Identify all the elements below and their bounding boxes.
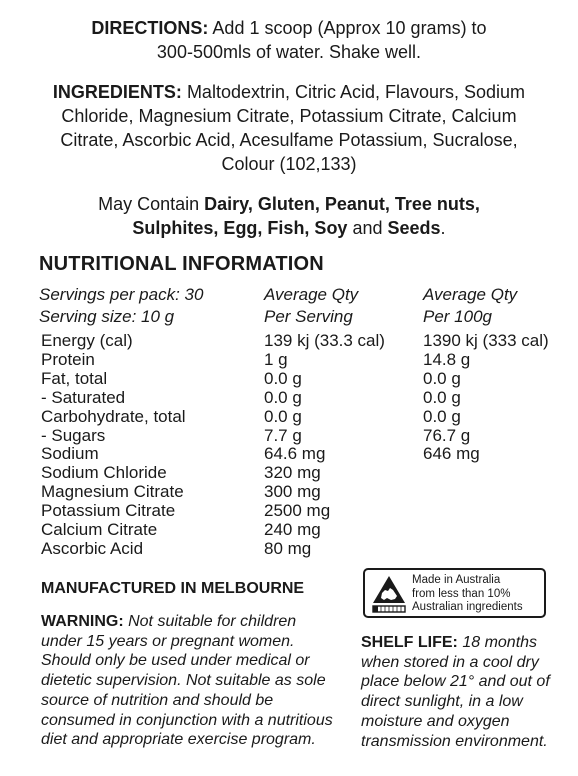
per-serving-value: 139 kj (33.3 cal) [264, 331, 385, 350]
origin-text-1: Made in Australia [412, 574, 501, 586]
per-serving-header [264, 284, 358, 328]
warning-label: WARNING: [41, 613, 124, 630]
warning-text: Not suitable for children [123, 613, 297, 630]
directions-section [0, 16, 578, 64]
per-serving-value: 320 mg [264, 463, 321, 483]
nutrient-name: Carbohydrate, total [41, 406, 186, 426]
directions-text-1: Add 1 scoop (Approx 10 grams) to [208, 18, 487, 38]
per-100g-column [423, 332, 549, 464]
per-serving-value: 0.0 g [264, 387, 302, 407]
per-100g-header-2: Per 100g [423, 307, 492, 326]
nutrient-name: Protein [41, 349, 95, 369]
nutrient-name: Energy (cal) [41, 331, 133, 350]
ingredients-label: INGREDIENTS: [52, 82, 182, 102]
origin-text-2: from less than 10% [412, 587, 511, 600]
per-serving-value: 2500 mg [264, 501, 331, 521]
warning-text: dietetic supervision. Not suitable as sole [41, 672, 326, 690]
per-serving-header-2: Per Serving [264, 307, 353, 326]
per-100g-value: 0.0 g [423, 368, 461, 388]
per-serving-value: 1 g [264, 349, 288, 369]
servings-header [39, 284, 203, 328]
warning-text: under 15 years or pregnant women. [41, 632, 295, 650]
shelf-life-text: direct sunlight, in a low [361, 693, 523, 711]
serving-size: Serving size: 10 g [39, 307, 175, 326]
nutrient-name: - Sugars [41, 425, 106, 445]
nutrient-name-column [41, 332, 186, 559]
allergen-last: Seeds [387, 218, 441, 238]
per-100g-value: 14.8 g [423, 349, 471, 369]
ingredients-text-1: Maltodextrin, Citric Acid, Flavours, Sodium [181, 82, 526, 102]
allergen-intro: May Contain [98, 194, 205, 214]
warning-text: diet and appropriate exercise program. [41, 731, 316, 749]
nutrient-name: - Saturated [41, 387, 126, 407]
allergen-list-1: Dairy, Gluten, Peanut, Tree nuts, [204, 194, 480, 214]
shelf-life-label: SHELF LIFE: [361, 634, 458, 651]
shelf-life-text: transmission environment. [361, 732, 548, 750]
directions-label: DIRECTIONS: [91, 18, 209, 38]
per-serving-value: 80 mg [264, 538, 312, 558]
nutrient-name: Calcium Citrate [41, 520, 158, 540]
nutrient-name: Sodium Chloride [41, 463, 167, 483]
shelf-life-text: place below 21° and out of [361, 673, 550, 691]
country-of-origin-label [363, 568, 546, 618]
servings-per-pack: Servings per pack: 30 [39, 285, 204, 304]
per-serving-value: 7.7 g [264, 425, 302, 445]
warning-text: consumed in conjunction with a nutritious [41, 711, 333, 729]
nutrition-title: NUTRITIONAL INFORMATION [39, 253, 324, 275]
origin-text [412, 574, 523, 615]
per-100g-header-1: Average Qty [423, 285, 518, 304]
warning-text: source of nutrition and should be [41, 691, 274, 709]
per-serving-header-1: Average Qty [264, 285, 359, 304]
shelf-life-section [361, 633, 561, 751]
australia-triangle-icon [371, 574, 407, 614]
nutrient-name: Magnesium Citrate [41, 482, 184, 502]
ingredients-section [0, 80, 578, 176]
nutrient-name: Fat, total [41, 368, 108, 388]
shelf-life-text: moisture and oxygen [361, 712, 510, 730]
ingredients-text-4: Colour (102,133) [221, 154, 357, 174]
ingredients-text-2: Chloride, Magnesium Citrate, Potassium Citrate, Calcium [61, 106, 517, 126]
shelf-life-text: 18 months [457, 634, 538, 651]
per-100g-header [423, 284, 517, 328]
nutrient-name: Ascorbic Acid [41, 538, 144, 558]
directions-text-2: 300-500mls of water. Shake well. [156, 42, 422, 62]
per-serving-value: 0.0 g [264, 368, 302, 388]
per-100g-value: 0.0 g [423, 387, 461, 407]
per-100g-value: 0.0 g [423, 406, 461, 426]
allergen-and: and [347, 218, 388, 238]
manufactured-in: MANUFACTURED IN MELBOURNE [41, 580, 305, 597]
allergen-end: . [440, 218, 446, 238]
nutrient-name: Potassium Citrate [41, 501, 176, 521]
allergen-section [0, 192, 578, 240]
nutrient-name: Sodium [41, 444, 99, 464]
per-serving-value: 64.6 mg [264, 444, 326, 464]
origin-text-3: Australian ingredients [412, 601, 523, 614]
per-serving-value: 240 mg [264, 520, 321, 540]
allergen-list-2: Sulphites, Egg, Fish, Soy [132, 218, 348, 238]
per-serving-value: 0.0 g [264, 406, 302, 426]
per-100g-value: 76.7 g [423, 425, 471, 445]
per-100g-value: 1390 kj (333 cal) [423, 331, 549, 350]
per-100g-value: 646 mg [423, 444, 480, 464]
warning-text: Should only be used under medical or [41, 652, 310, 670]
per-serving-value: 300 mg [264, 482, 321, 502]
shelf-life-text: when stored in a cool dry [361, 653, 539, 671]
per-serving-column [264, 332, 385, 559]
ingredients-text-3: Citrate, Ascorbic Acid, Acesulfame Potassium, Sucralose, [60, 130, 518, 150]
warning-section [41, 612, 356, 750]
